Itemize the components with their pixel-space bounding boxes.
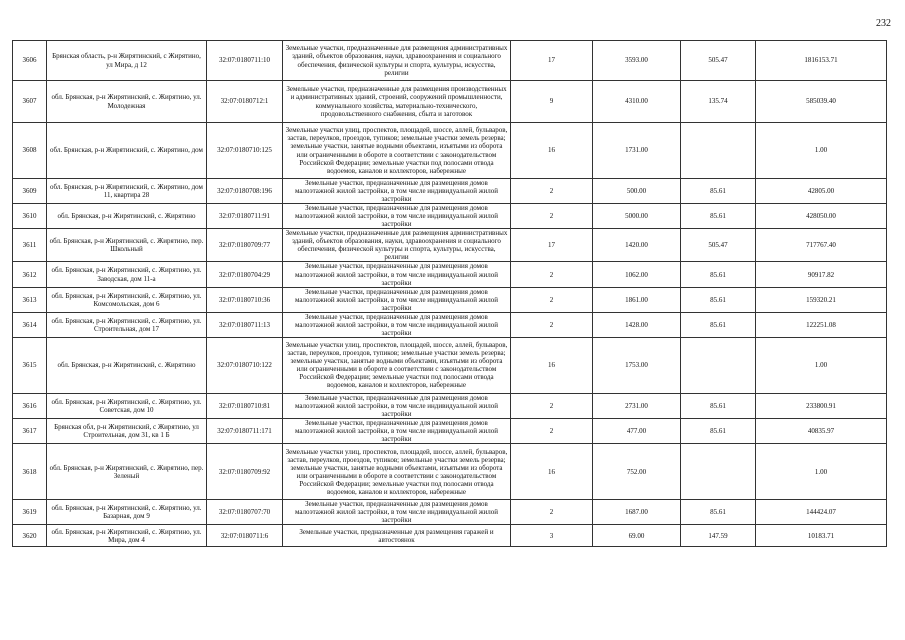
cadastral-number-cell: 32:07:0180707:70 (207, 500, 283, 525)
address-cell: обл. Брянская, р-н Жирятинский, с. Жирятино, ул. Заводская, дом 11-а (47, 262, 207, 287)
area-cell: 2731.00 (593, 393, 681, 418)
row-number: 3618 (13, 444, 47, 500)
table-row (13, 229, 887, 262)
rate-cell: 85.61 (681, 393, 756, 418)
rate-cell: 135.74 (681, 81, 756, 123)
group-cell: 16 (511, 337, 593, 393)
group-cell: 2 (511, 419, 593, 444)
area-cell: 1062.00 (593, 262, 681, 287)
area-cell: 4310.00 (593, 81, 681, 123)
cadastral-value-cell: 717767.40 (756, 229, 887, 262)
group-cell: 16 (511, 123, 593, 179)
cadastral-value-cell: 585039.40 (756, 81, 887, 123)
table-row (13, 81, 887, 123)
land-use-cell: Земельные участки улиц, проспектов, площадей, шоссе, аллей, бульваров, застав, переулков, проездов, тупиков; земельные участки земель резерва; земельные участки, занятые водными объектами, изъятыми из оборота или ограниченными в обороте в соответствии с законодательством Российской Федерации; земельные участки под полосами отвода водоемов, каналов и коллекторов, набережные (283, 337, 511, 393)
land-use-cell: Земельные участки, предназначенные для размещения домов малоэтажной жилой застройки, в том числе индивидуальной жилой застройки (283, 312, 511, 337)
land-use-cell: Земельные участки, предназначенные для размещения домов малоэтажной жилой застройки, в том числе индивидуальной жилой застройки (283, 179, 511, 204)
cadastral-value-cell: 1816153.71 (756, 41, 887, 81)
cadastral-number-cell: 32:07:0180710:81 (207, 393, 283, 418)
area-cell: 1753.00 (593, 337, 681, 393)
cadastral-value-cell: 159320.21 (756, 287, 887, 312)
land-use-cell: Земельные участки, предназначенные для размещения административных зданий, объектов образования, науки, здравоохранения и социального обеспечения, физической культуры и спорта, культуры, искусства, религии (283, 41, 511, 81)
row-number: 3617 (13, 419, 47, 444)
table-row (13, 337, 887, 393)
row-number: 3606 (13, 41, 47, 81)
cadastral-value-cell: 40835.97 (756, 419, 887, 444)
rate-cell (681, 123, 756, 179)
group-cell: 9 (511, 81, 593, 123)
land-use-cell: Земельные участки, предназначенные для размещения домов малоэтажной жилой застройки, в том числе индивидуальной жилой застройки (283, 419, 511, 444)
group-cell: 2 (511, 312, 593, 337)
table-row (13, 123, 887, 179)
area-cell: 1428.00 (593, 312, 681, 337)
row-number: 3607 (13, 81, 47, 123)
cadastral-number-cell: 32:07:0180710:122 (207, 337, 283, 393)
group-cell: 2 (511, 262, 593, 287)
table-row (13, 179, 887, 204)
address-cell: обл. Брянская, р-н Жирятинский, с. Жирятино, пер. Зеленый (47, 444, 207, 500)
land-use-cell: Земельные участки, предназначенные для размещения домов малоэтажной жилой застройки, в том числе индивидуальной жилой застройки (283, 500, 511, 525)
rate-cell: 85.61 (681, 500, 756, 525)
area-cell: 1731.00 (593, 123, 681, 179)
area-cell: 69.00 (593, 525, 681, 547)
group-cell: 16 (511, 444, 593, 500)
address-cell: обл. Брянская, р-н Жирятинский, с. Жирятино, ул. Советская, дом 10 (47, 393, 207, 418)
rate-cell: 85.61 (681, 179, 756, 204)
cadastral-value-cell: 1.00 (756, 444, 887, 500)
cadastral-number-cell: 32:07:0180710:125 (207, 123, 283, 179)
area-cell: 1687.00 (593, 500, 681, 525)
address-cell: обл. Брянская, р-н Жирятинский, с. Жирятино, ул. Молодежная (47, 81, 207, 123)
address-cell: обл. Брянская, р-н Жирятинский, с. Жирятино, дом 11, квартира 28 (47, 179, 207, 204)
row-number: 3620 (13, 525, 47, 547)
table-body (13, 41, 887, 547)
group-cell: 2 (511, 204, 593, 229)
cadastral-value-cell: 122251.08 (756, 312, 887, 337)
group-cell: 17 (511, 229, 593, 262)
cadastral-value-cell: 1.00 (756, 337, 887, 393)
address-cell: обл. Брянская, р-н Жирятинский, с. Жирятино, дом (47, 123, 207, 179)
cadastral-value-cell: 90917.82 (756, 262, 887, 287)
rate-cell: 85.61 (681, 204, 756, 229)
area-cell: 1861.00 (593, 287, 681, 312)
group-cell: 2 (511, 287, 593, 312)
cadastral-number-cell: 32:07:0180704:29 (207, 262, 283, 287)
rate-cell: 85.61 (681, 312, 756, 337)
cadastral-number-cell: 32:07:0180711:10 (207, 41, 283, 81)
address-cell: обл. Брянская, р-н Жирятинский, с. Жирятино, ул. Базарная, дом 9 (47, 500, 207, 525)
land-use-cell: Земельные участки, предназначенные для размещения домов малоэтажной жилой застройки, в том числе индивидуальной жилой застройки (283, 287, 511, 312)
area-cell: 477.00 (593, 419, 681, 444)
table-row (13, 393, 887, 418)
land-use-cell: Земельные участки, предназначенные для размещения домов малоэтажной жилой застройки, в том числе индивидуальной жилой застройки (283, 204, 511, 229)
rate-cell (681, 337, 756, 393)
cadastral-value-cell: 233800.91 (756, 393, 887, 418)
group-cell: 3 (511, 525, 593, 547)
row-number: 3611 (13, 229, 47, 262)
table-row (13, 262, 887, 287)
area-cell: 500.00 (593, 179, 681, 204)
address-cell: Брянская область, р-н Жирятинский, с Жирятино, ул Мира, д 12 (47, 41, 207, 81)
cadastral-number-cell: 32:07:0180711:171 (207, 419, 283, 444)
rate-cell: 147.59 (681, 525, 756, 547)
cadastral-number-cell: 32:07:0180711:91 (207, 204, 283, 229)
rate-cell: 505.47 (681, 41, 756, 81)
table-row (13, 419, 887, 444)
row-number: 3610 (13, 204, 47, 229)
rate-cell: 85.61 (681, 287, 756, 312)
row-number: 3613 (13, 287, 47, 312)
table-row (13, 312, 887, 337)
group-cell: 2 (511, 179, 593, 204)
land-use-cell: Земельные участки, предназначенные для размещения домов малоэтажной жилой застройки, в том числе индивидуальной жилой застройки (283, 393, 511, 418)
land-use-cell: Земельные участки улиц, проспектов, площадей, шоссе, аллей, бульваров, застав, переулков, проездов, тупиков; земельные участки земель резерва; земельные участки, занятые водными объектами, изъятыми из оборота или ограниченными в обороте в соответствии с законодательством Российской Федерации; земельные участки под полосами отвода водоемов, каналов и коллекторов, набережные (283, 444, 511, 500)
area-cell: 752.00 (593, 444, 681, 500)
land-use-cell: Земельные участки улиц, проспектов, площадей, шоссе, аллей, бульваров, застав, переулков, проездов, тупиков; земельные участки земель резерва; земельные участки, занятые водными объектами, изъятыми из оборота или ограниченными в обороте в соответствии с законодательством Российской Федерации; земельные участки под полосами отвода водоемов, каналов и коллекторов, набережные (283, 123, 511, 179)
area-cell: 5000.00 (593, 204, 681, 229)
address-cell: обл. Брянская, р-н Жирятинский, с. Жирятино, ул. Мира, дом 4 (47, 525, 207, 547)
table-row (13, 287, 887, 312)
rate-cell: 85.61 (681, 262, 756, 287)
table-row (13, 41, 887, 81)
group-cell: 2 (511, 393, 593, 418)
row-number: 3608 (13, 123, 47, 179)
row-number: 3614 (13, 312, 47, 337)
group-cell: 17 (511, 41, 593, 81)
group-cell: 2 (511, 500, 593, 525)
address-cell: обл. Брянская, р-н Жирятинский, с. Жирятино, пер. Школьный (47, 229, 207, 262)
address-cell: обл. Брянская, р-н Жирятинский, с. Жирятино (47, 204, 207, 229)
cadastral-number-cell: 32:07:0180708:196 (207, 179, 283, 204)
table-row (13, 204, 887, 229)
address-cell: обл. Брянская, р-н Жирятинский, с. Жирятино, ул. Строительная, дом 17 (47, 312, 207, 337)
row-number: 3609 (13, 179, 47, 204)
cadastral-number-cell: 32:07:0180709:92 (207, 444, 283, 500)
table-row (13, 444, 887, 500)
address-cell: обл. Брянская, р-н Жирятинский, с. Жирятино (47, 337, 207, 393)
rate-cell (681, 444, 756, 500)
cadastral-number-cell: 32:07:0180711:13 (207, 312, 283, 337)
land-use-cell: Земельные участки, предназначенные для размещения административных зданий, объектов образования, науки, здравоохранения и социального обеспечения, физической культуры и спорта, культуры, искусства, религии (283, 229, 511, 262)
cadastral-number-cell: 32:07:0180712:1 (207, 81, 283, 123)
address-cell: обл. Брянская, р-н Жирятинский, с. Жирятино, ул. Комсомольская, дом 6 (47, 287, 207, 312)
cadastral-number-cell: 32:07:0180710:36 (207, 287, 283, 312)
land-use-cell: Земельные участки, предназначенные для размещения домов малоэтажной жилой застройки, в том числе индивидуальной жилой застройки (283, 262, 511, 287)
table-row (13, 500, 887, 525)
page-number: 232 (876, 18, 891, 29)
land-use-cell: Земельные участки, предназначенные для размещения производственных и административных зданий, строений, сооружений промышленности, коммунального хозяйства, материально-технического, продовольственного снабжения, сбыта и заготовок (283, 81, 511, 123)
cadastral-number-cell: 32:07:0180711:6 (207, 525, 283, 547)
cadastral-value-cell: 428050.00 (756, 204, 887, 229)
table-row (13, 525, 887, 547)
row-number: 3612 (13, 262, 47, 287)
cadastral-value-cell: 144424.07 (756, 500, 887, 525)
cadastral-value-cell: 10183.71 (756, 525, 887, 547)
row-number: 3619 (13, 500, 47, 525)
cadastral-value-cell: 42805.00 (756, 179, 887, 204)
area-cell: 1420.00 (593, 229, 681, 262)
address-cell: Брянская обл, р-н Жирятинский, с Жирятино, ул Строительная, дом 31, кв 1 Б (47, 419, 207, 444)
rate-cell: 505.47 (681, 229, 756, 262)
land-use-cell: Земельные участки, предназначенные для размещения гаражей и автостоянок (283, 525, 511, 547)
cadastral-number-cell: 32:07:0180709:77 (207, 229, 283, 262)
rate-cell: 85.61 (681, 419, 756, 444)
cadastral-valuation-table (12, 40, 887, 547)
area-cell: 3593.00 (593, 41, 681, 81)
row-number: 3615 (13, 337, 47, 393)
cadastral-value-cell: 1.00 (756, 123, 887, 179)
row-number: 3616 (13, 393, 47, 418)
